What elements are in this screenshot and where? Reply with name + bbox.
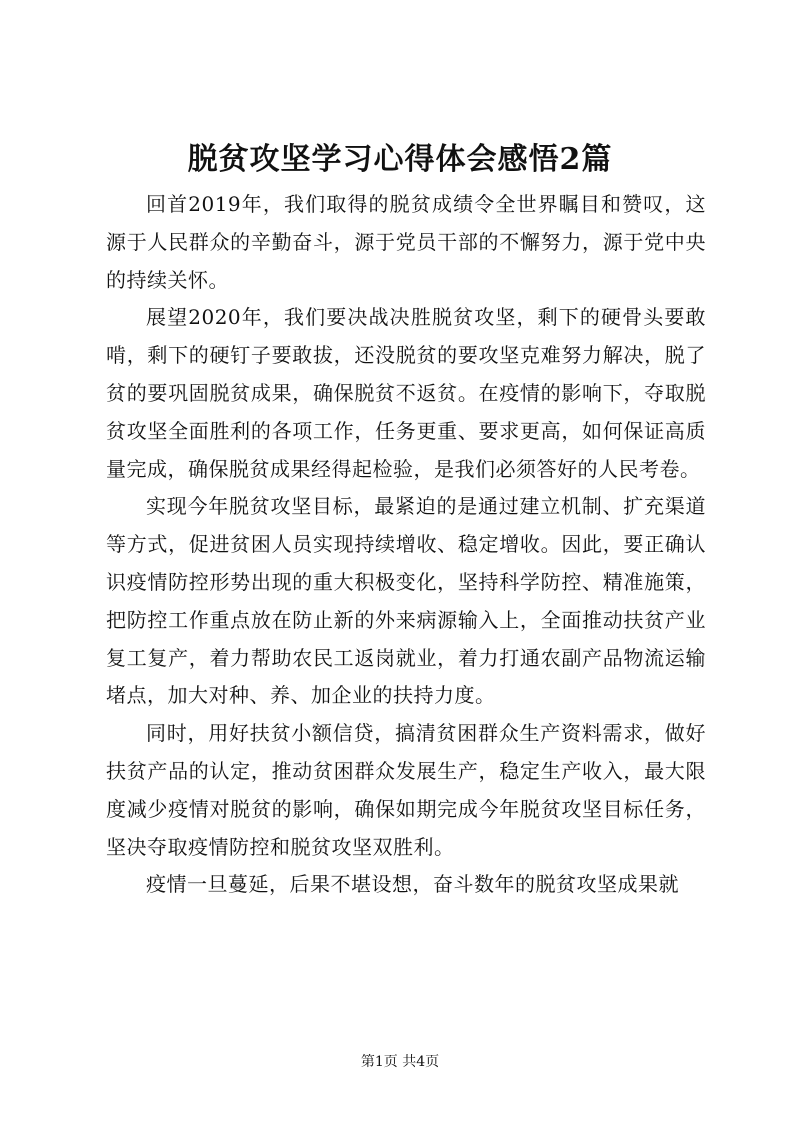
paragraph-3: 实现今年脱贫攻坚目标，最紧迫的是通过建立机制、扩充渠道等方式，促进贫困人员实现持续增收、稳定增收。因此，要正确认识疫情防控形势出现的重大积极变化，坚持科学防控、精准施策，把防控工作重点放在防止新的外来病源输入上，全面推动扶贫产业复工复产，着力帮助农民工返岗就业，着力打通农副产品物流运输堵点，加大对种、养、加企业的扶持力度。: [106, 494, 706, 708]
document-title: 脱贫攻坚学习心得体会感悟2篇: [187, 142, 613, 177]
page-number-footer: 第1页 共4页: [360, 1054, 440, 1070]
paragraph-4: 同时，用好扶贫小额信贷，搞清贫困群众生产资料需求，做好扶贫产品的认定，推动贫困群众发展生产，稳定生产收入，最大限度减少疫情对脱贫的影响，确保如期完成今年脱贫攻坚目标任务，坚决夺取疫情防控和脱贫攻坚双胜利。: [106, 721, 706, 859]
document-body: [106, 186, 706, 904]
paragraph-2: 展望2020年，我们要决战决胜脱贫攻坚，剩下的硬骨头要敢啃，剩下的硬钉子要敢拔，还没脱贫的要攻坚克难努力解决，脱了贫的要巩固脱贫成果，确保脱贫不返贫。在疫情的影响下，夺取脱贫攻坚全面胜利的各项工作，任务更重、要求更高，如何保证高质量完成，确保脱贫成果经得起检验，是我们必须答好的人民考卷。: [106, 305, 706, 481]
paragraph-5: 疫情一旦蔓延，后果不堪设想，奋斗数年的脱贫攻坚成果就: [146, 872, 679, 897]
paragraph-1: 回首2019年，我们取得的脱贫成绩令全世界瞩目和赞叹，这源于人民群众的辛勤奋斗，源于党员干部的不懈努力，源于党中央的持续关怀。: [106, 192, 706, 292]
